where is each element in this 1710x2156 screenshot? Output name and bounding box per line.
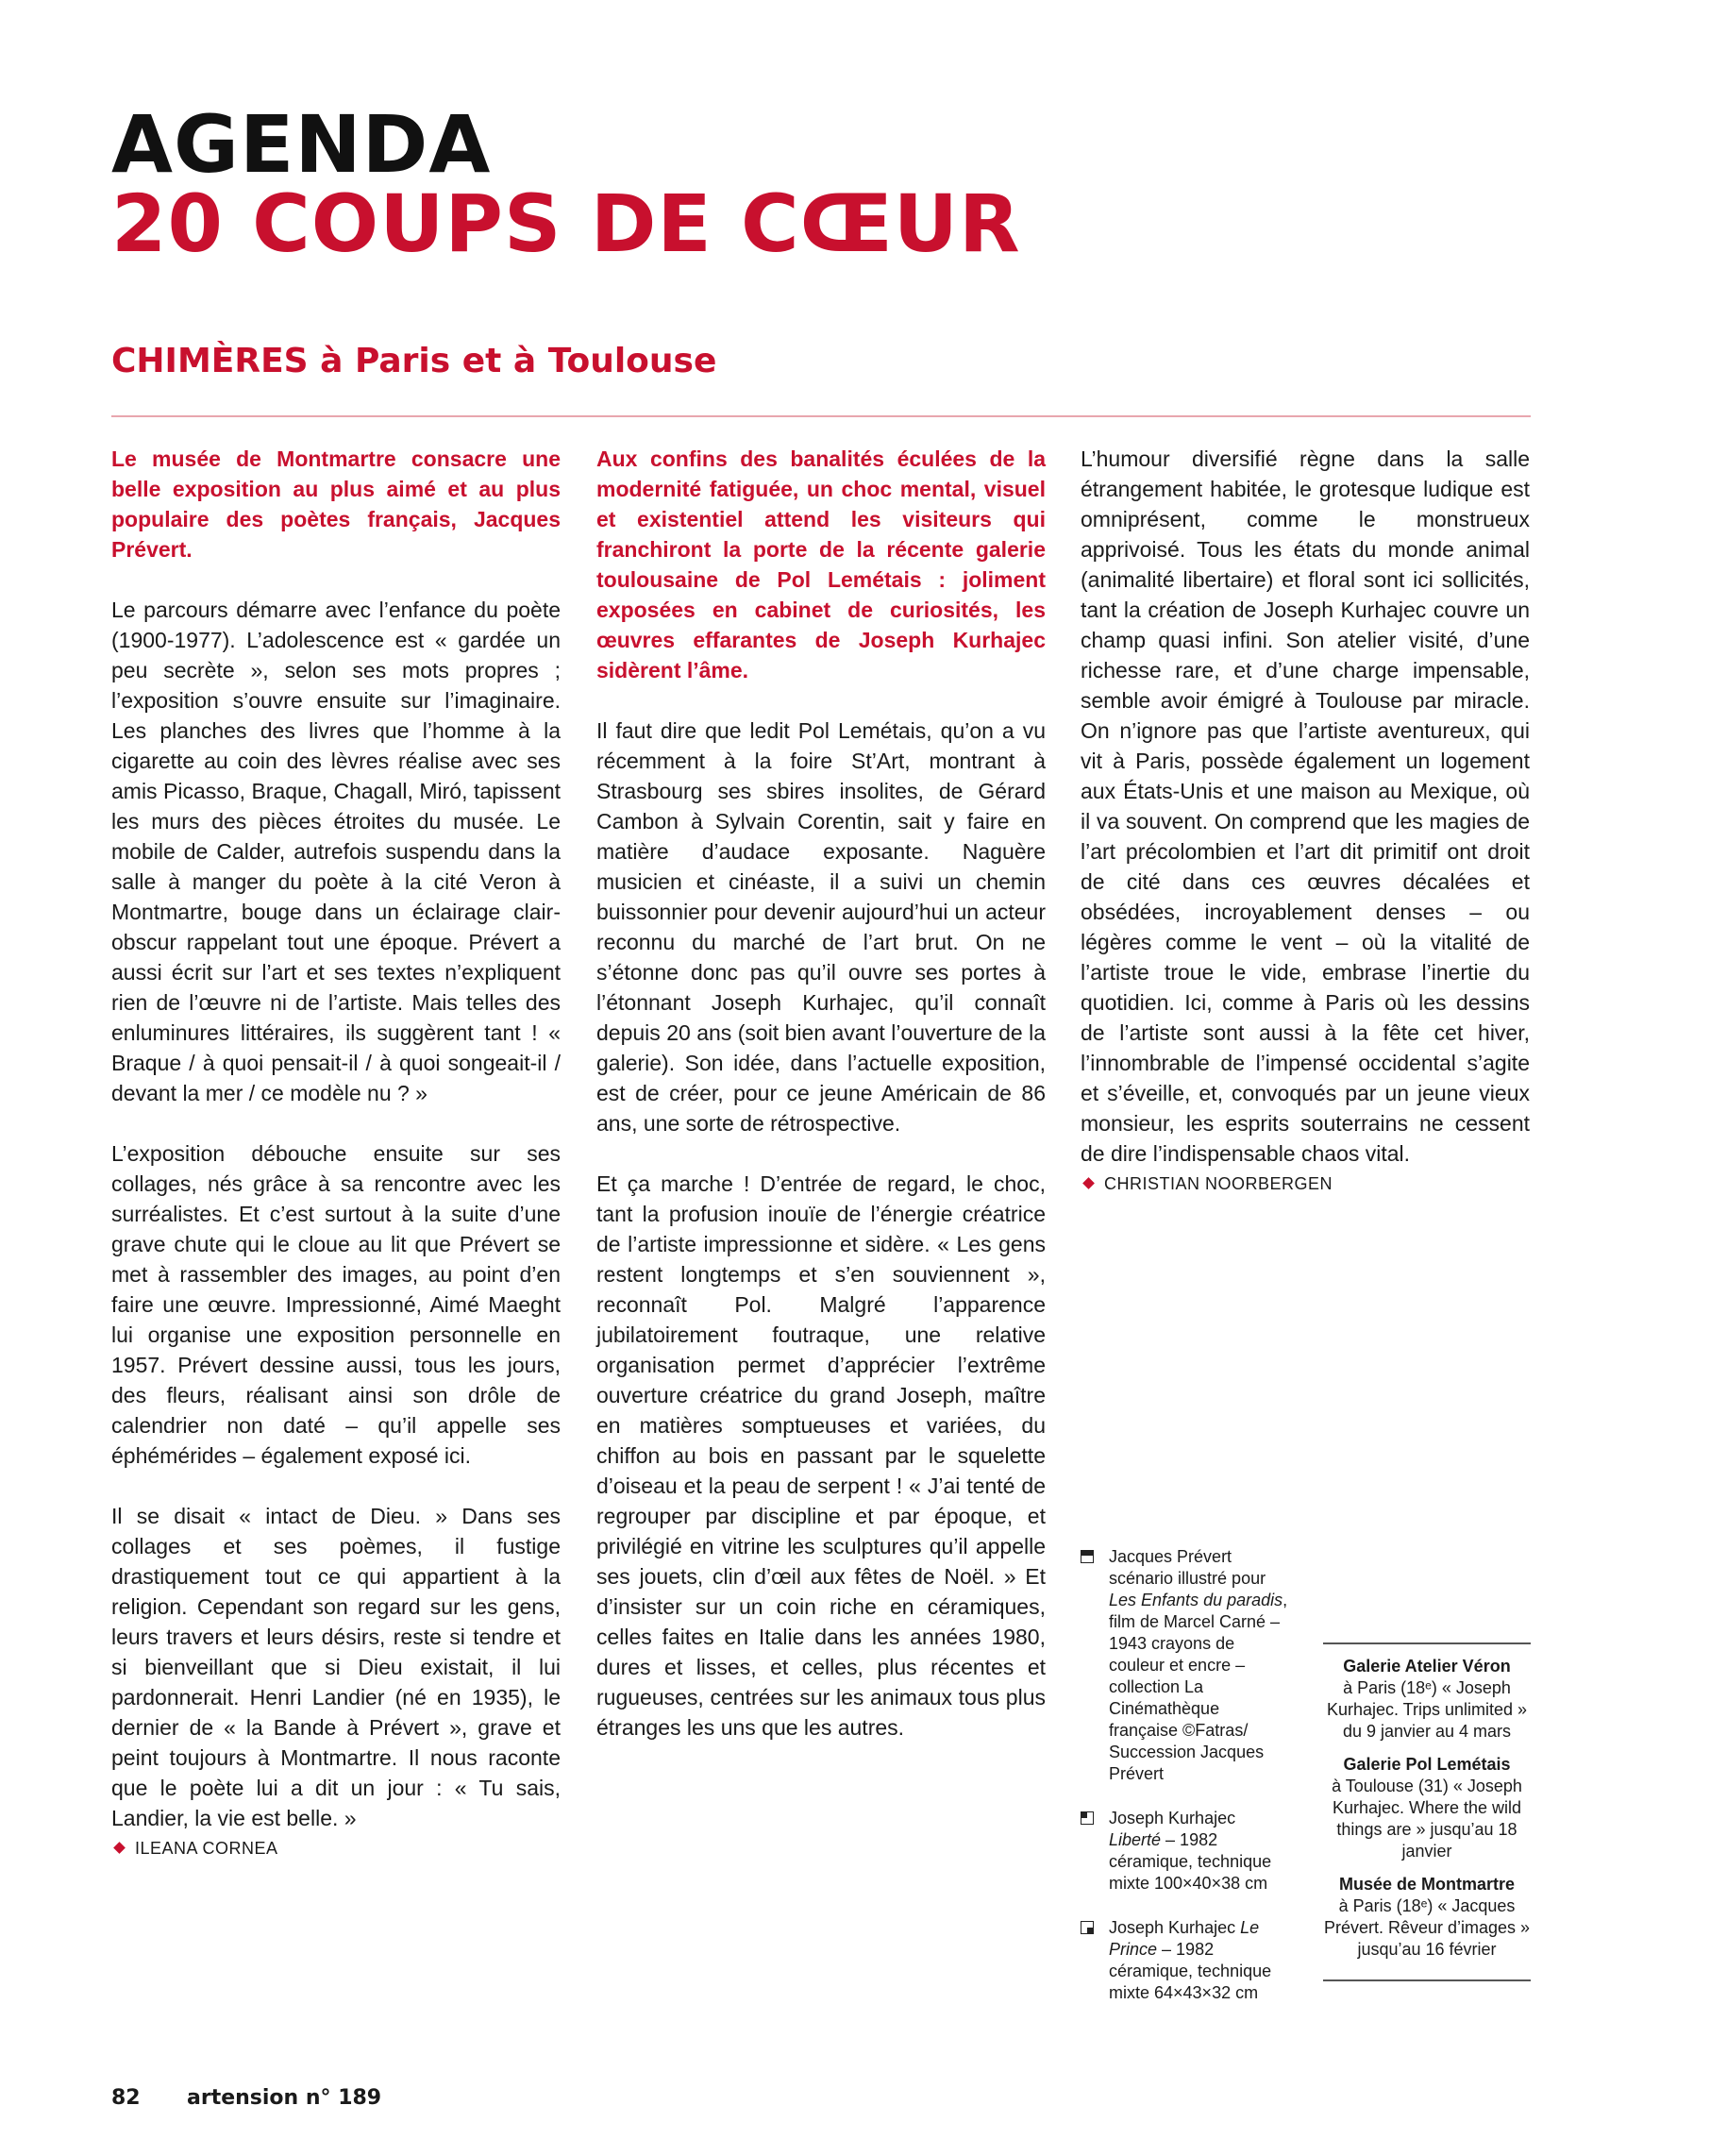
body-paragraph: Le parcours démarre avec l’enfance du poète (1900-1977). L’adolescence est « gardée un peu secrète », selon ses mots propres ; l’exposition s’ouvre ensuite sur l’imaginaire. Les planches des livres que l’homme à la cigarette au coin des lèvres réalise avec ses amis Picasso, Braque, Chagall, Miró, tapissent les murs des pièces étroites du musée. Le mobile de Calder, autrefois suspendu dans la salle à manger du poète à la cité Veron à Montmartre, bouge dans un éclairage clair-obscur rappelant tout une époque. Prévert a aussi écrit sur l’art et ses textes n’expliquent rien de l’œuvre ni de l’artiste. Mais telles des enluminures littéraires, ils suggèrent tant ! « Braque / à quoi pensait-il / à quoi songeait-il / devant la mer / ce modèle nu ? » xyxy=(111,598,561,1105)
body-paragraph: L’exposition débouche ensuite sur ses collages, nés grâce à sa rencontre avec les surréalistes. Et c’est surtout à la suite d’une grave chute qui le cloue au lit que Prévert se met à rassembler des images, au point d’en faire une œuvre. Impressionné, Aimé Maeght lui organise une exposition personnelle en 1957. Prévert dessine aussi, tous les jours, des fleurs, réalisant ainsi son drôle de calendrier non daté – qu’il appelle ses éphémérides – également exposé ici. xyxy=(111,1141,561,1468)
article-column-2 xyxy=(596,444,1046,1773)
caption-text: Jacques Prévert scénario illustré pour xyxy=(1109,1547,1266,1588)
article-column-1 xyxy=(111,444,561,1860)
venue-name: Galerie Pol Lemétais xyxy=(1343,1755,1511,1774)
page-number: 82 xyxy=(111,2086,141,2110)
image-caption xyxy=(1081,1808,1288,1895)
author-name: CHRISTIAN NOORBERGEN xyxy=(1104,1174,1333,1193)
venue-details: à Paris (18ᵉ) « Joseph Kurhajec. Trips unlimited » du 9 janvier au 4 mars xyxy=(1326,1678,1528,1741)
caption-text: – 1982 céramique, technique mixte 100×40×38 cm xyxy=(1109,1830,1272,1893)
venue-entry xyxy=(1323,1754,1531,1862)
image-caption xyxy=(1081,1917,1288,2004)
body-paragraph: Et ça marche ! D’entrée de regard, le choc, tant la profusion inouïe de l’énergie créatrice de l’artiste impressionne et sidère. « Les gens restent longtemps et s’en souviennent », reconnaît Pol. Malgré l’apparence jubilatoirement foutraque, une relative organisation permet d’apprécier l’extrême ouverture créatrice du grand Joseph, maître en matières somptueuses et variées, du chiffon au bois en passant par le squelette d’oiseau et la peau de serpent ! « J’ai tenté de regrouper par discipline et par époque, et privilégié en vitrine les sculptures qu’il appelle ses jouets, clin d’œil aux fêtes de Noël. » Et d’insister sur un coin riche en céramiques, celles faites en Italie dans les années 1980, dures et lisses, et celles, plus récentes et rugueuses, centrées sur les animaux tous plus étranges les uns que les autres. xyxy=(596,1171,1046,1740)
layout-bottom-right-icon xyxy=(1081,1921,1094,1934)
venue-details: à Paris (18ᵉ) « Jacques Prévert. Rêveur d’images » jusqu’au 16 février xyxy=(1323,1896,1531,1959)
venue-name: Musée de Montmartre xyxy=(1338,1875,1516,1894)
author-name: ILEANA CORNEA xyxy=(135,1839,278,1858)
body-paragraph: Il se disait « intact de Dieu. » Dans ses collages et ses poèmes, il fustige drastiquement tout ce qui appartient à la religion. Cependant son regard sur les gens, leurs travers et leurs désirs, reste si tendre et si bienveillant que si Dieu existait, il lui pardonnerait. Henri Landier (né en 1935), le dernier de « la Bande à Prévert », grave et peint toujours à Montmartre. Il nous raconte que le poète lui a dit un jour : « Tu sais, Landier, la vie est belle. » xyxy=(111,1504,561,1830)
layout-top-left-icon xyxy=(1081,1811,1094,1825)
intro-paragraph: Le musée de Montmartre consacre une belle exposition au plus aimé et au plus populaire des poètes français, Jacques Prévert. xyxy=(111,446,561,562)
body-paragraph: Il faut dire que ledit Pol Lemétais, qu’on a vu récemment à la foire St’Art, montrant à Strasbourg ses sbires insolites, de Gérard Cambon à Sylvain Corentin, sait y faire en matière d’audace exposante. Naguère musicien et cinéaste, il a suivi un chemin buissonnier pour devenir aujourd’hui un acteur reconnu du marché de l’art brut. On ne s’étonne donc pas qu’il ouvre ses portes à l’étonnant Joseph Kurhajec, qu’il connaît depuis 20 ans (soit bien avant l’ouverture de la galerie). Son idée, dans l’actuelle exposition, est de créer, pour ce jeune Américain de 86 ans, une sorte de rétrospective. xyxy=(596,718,1046,1136)
venue-name: Galerie Atelier Véron xyxy=(1343,1657,1511,1676)
venue-details: à Toulouse (31) « Joseph Kurhajec. Where the wild things are » jusqu’au 18 janvier xyxy=(1332,1777,1522,1861)
image-caption xyxy=(1081,1546,1288,1785)
body-paragraph: L’humour diversifié règne dans la salle étrangement habitée, le grotesque ludique est omniprésent, comme le monstrueux apprivoisé. Tous les états du monde animal (animalité libertaire) et floral sont ici sollicités, tant la création de Joseph Kurhajec couvre un champ quasi infini. Son atelier visité, d’une richesse rare, et d’une charge impensable, semble avoir émigré à Toulouse par miracle. On n’ignore pas que l’artiste aventureux, qui vit à Paris, possède également un logement aux États-Unis et une maison au Mexique, où il va souvent. On comprend que les magies de l’art précolombien et l’art dit primitif ont droit de cité dans ces œuvres décalées et obsédées, incroyablement denses – ou légères comme le vent – où la vitalité de l’artiste troue le vide, embrase l’inertie du quotidien. Ici, comme à Paris où les dessins de l’artiste sont aussi à la fête cet hiver, l’innombrable de l’impensé occidental s’agite et s’éveille, et, convoqués par un jeune vieux monsieur, les esprits souterrains ne cessent de dire l’indispensable chaos vital. xyxy=(1081,446,1530,1166)
caption-work-title: Le Prince xyxy=(1109,1918,1260,1959)
caption-text: Joseph Kurhajec xyxy=(1109,1918,1241,1937)
page-title-agenda: AGENDA xyxy=(111,98,492,191)
magazine-issue: artension n° 189 xyxy=(187,2086,382,2110)
article-column-3 xyxy=(1081,444,1530,1195)
section-title: CHIMÈRES à Paris et à Toulouse xyxy=(111,342,717,380)
section-divider xyxy=(111,415,1531,417)
venue-info-box xyxy=(1323,1642,1531,1981)
diamond-icon xyxy=(1082,1177,1095,1189)
author-signature xyxy=(111,1837,561,1860)
intro-paragraph: Aux confins des banalités éculées de la modernité fatiguée, un choc mental, visuel et existentiel attend les visiteurs qui franchiront la porte de la récente galerie toulousaine de Pol Lemétais : joliment exposées en cabinet de curiosités, les œuvres effarantes de Joseph Kurhajec sidèrent l’âme. xyxy=(596,446,1046,682)
caption-text: – 1982 céramique, technique mixte 64×43×32 cm xyxy=(1109,1940,1272,2002)
venue-entry xyxy=(1323,1656,1531,1743)
venue-entry xyxy=(1323,1874,1531,1961)
diamond-icon xyxy=(113,1842,126,1854)
layout-top-icon xyxy=(1081,1550,1094,1563)
page-title-coups-de-coeur: 20 COUPS DE CŒUR xyxy=(111,177,1021,270)
image-captions xyxy=(1081,1546,1288,2027)
caption-text: Joseph Kurhajec xyxy=(1109,1809,1236,1828)
caption-work-title: Les Enfants du paradis xyxy=(1109,1591,1283,1609)
caption-work-title: Liberté xyxy=(1109,1830,1162,1849)
caption-text: , film de Marcel Carné – 1943 crayons de couleur et encre – collection La Cinémathèque française ©Fatras/ Succession Jacques Prévert xyxy=(1109,1591,1288,1783)
author-signature xyxy=(1081,1172,1530,1195)
